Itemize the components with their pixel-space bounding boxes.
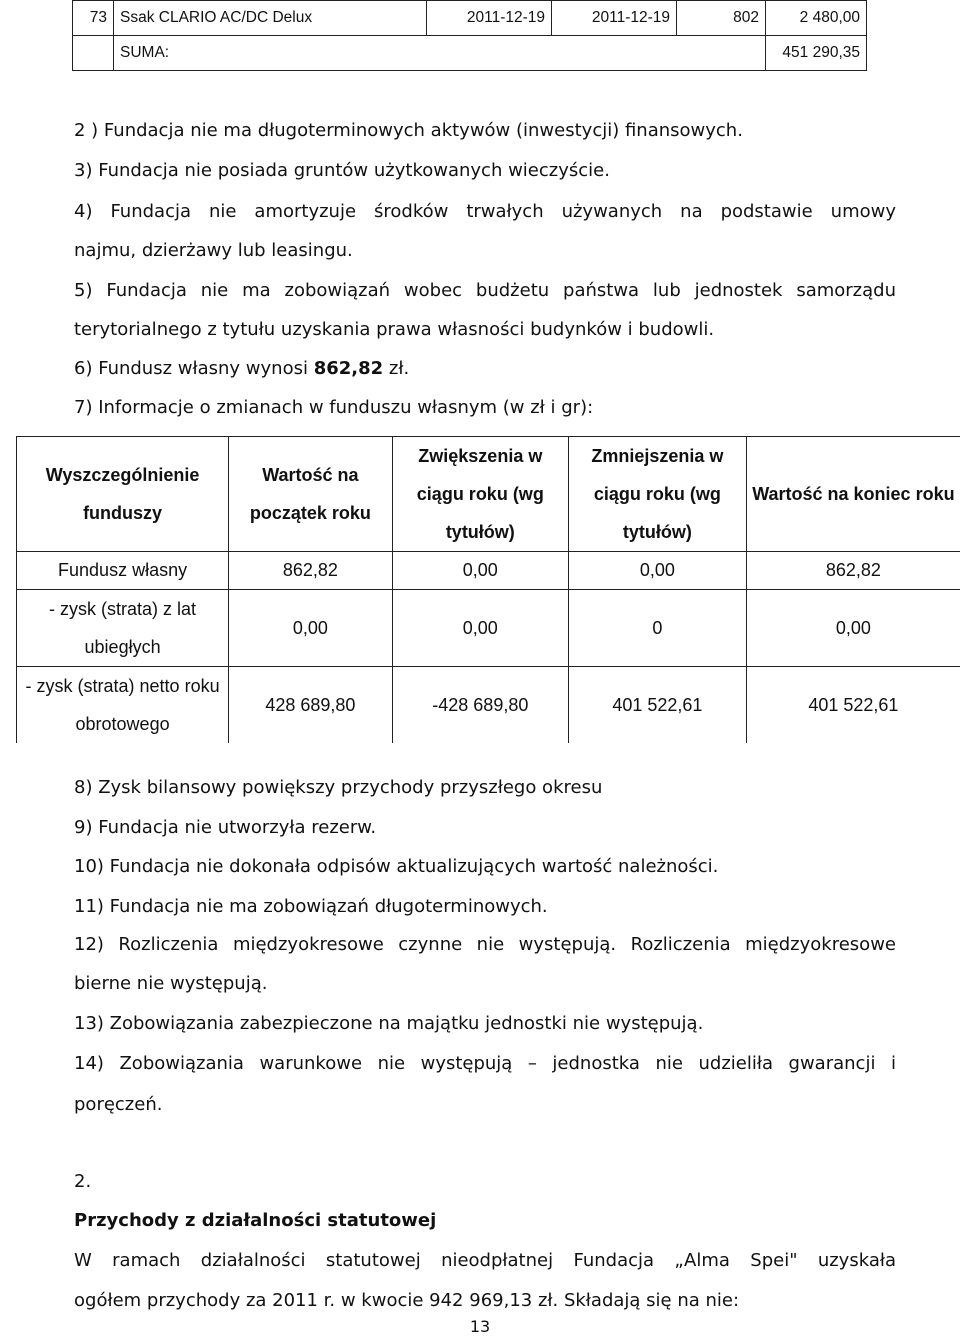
value-cell: 862,82 bbox=[229, 552, 393, 590]
equity-table bbox=[16, 436, 960, 743]
header-cell: Zmniejszenia w ciągu roku (wg tytułów) bbox=[569, 437, 747, 552]
value-cell: -428 689,80 bbox=[392, 667, 568, 744]
header-cell: Zwiększenia w ciągu roku (wg tytułów) bbox=[392, 437, 568, 552]
row-label: - zysk (strata) netto roku obrotowego bbox=[17, 667, 229, 744]
item-12-line2: bierne nie występują. bbox=[74, 973, 268, 994]
value-cell: 862,82 bbox=[746, 552, 960, 590]
value-cell: 2 480,00 bbox=[766, 1, 867, 36]
item-2: 2 ) Fundacja nie ma długoterminowych aktywów (inwestycji) finansowych. bbox=[74, 120, 743, 141]
value-cell: 428 689,80 bbox=[229, 667, 393, 744]
sum-value: 451 290,35 bbox=[766, 36, 867, 71]
item-3: 3) Fundacja nie posiada gruntów użytkowanych wieczyście. bbox=[74, 160, 610, 181]
row-label: - zysk (strata) z lat ubiegłych bbox=[17, 590, 229, 667]
value-cell: 0,00 bbox=[229, 590, 393, 667]
sum-row bbox=[73, 36, 867, 71]
value-cell: 0,00 bbox=[569, 552, 747, 590]
item-12-line1: 12) Rozliczenia międzyokresowe czynne nie występują. Rozliczenia międzyokresowe bbox=[74, 934, 896, 955]
date-cell: 2011-12-19 bbox=[427, 1, 552, 36]
header-row bbox=[17, 437, 960, 552]
table-row bbox=[73, 1, 867, 36]
value-cell: 0,00 bbox=[392, 552, 568, 590]
item-14-line2: poręczeń. bbox=[74, 1094, 163, 1115]
item-4-line2: najmu, dzierżawy lub leasingu. bbox=[74, 240, 353, 261]
item-8: 8) Zysk bilansowy powiększy przychody przyszłego okresu bbox=[74, 777, 603, 798]
header-cell: Wyszczególnienie funduszy bbox=[17, 437, 229, 552]
item-14-line1: 14) Zobowiązania warunkowe nie występują – jednostka nie udzieliła gwarancji i bbox=[74, 1053, 896, 1074]
item-10: 10) Fundacja nie dokonała odpisów aktualizujących wartość należności. bbox=[74, 856, 719, 877]
date-cell: 2011-12-19 bbox=[552, 1, 677, 36]
value-cell: 401 522,61 bbox=[746, 667, 960, 744]
value-cell: 0,00 bbox=[392, 590, 568, 667]
table-row bbox=[17, 552, 960, 590]
value-cell: 401 522,61 bbox=[569, 667, 747, 744]
section-line1: W ramach działalności statutowej nieodpłatnej Fundacja „Alma Spei" uzyskała bbox=[74, 1250, 896, 1271]
item-name: Ssak CLARIO AC/DC Delux bbox=[114, 1, 427, 36]
page-number: 13 bbox=[469, 1317, 491, 1336]
item-6-prefix: 6) Fundusz własny wynosi bbox=[74, 358, 314, 379]
row-number: 73 bbox=[73, 1, 114, 36]
header-cell: Wartość na początek roku bbox=[229, 437, 393, 552]
item-6-suffix: zł. bbox=[383, 358, 410, 379]
header-cell: Wartość na koniec roku bbox=[746, 437, 960, 552]
item-6 bbox=[74, 358, 896, 379]
item-4-line1: 4) Fundacja nie amortyzuje środków trwałych używanych na podstawie umowy bbox=[74, 201, 896, 222]
table-row bbox=[17, 590, 960, 667]
qty-cell: 802 bbox=[677, 1, 766, 36]
value-cell: 0 bbox=[569, 590, 747, 667]
table-row bbox=[17, 667, 960, 744]
item-5-line1: 5) Fundacja nie ma zobowiązań wobec budżetu państwa lub jednostek samorządu bbox=[74, 280, 896, 301]
row-label: Fundusz własny bbox=[17, 552, 229, 590]
section-number: 2. bbox=[74, 1171, 92, 1192]
empty-cell bbox=[73, 36, 114, 71]
item-13: 13) Zobowiązania zabezpieczone na majątku jednostki nie występują. bbox=[74, 1013, 704, 1034]
item-7: 7) Informacje o zmianach w funduszu własnym (w zł i gr): bbox=[74, 397, 594, 418]
item-9: 9) Fundacja nie utworzyła rezerw. bbox=[74, 817, 377, 838]
section-heading: Przychody z działalności statutowej bbox=[74, 1210, 437, 1231]
sum-label: SUMA: bbox=[114, 36, 766, 71]
item-11: 11) Fundacja nie ma zobowiązań długoterminowych. bbox=[74, 896, 548, 917]
value-cell: 0,00 bbox=[746, 590, 960, 667]
item-5-line2: terytorialnego z tytułu uzyskania prawa własności budynków i budowli. bbox=[74, 319, 715, 340]
inventory-table bbox=[72, 0, 867, 71]
equity-value: 862,82 bbox=[313, 358, 384, 379]
section-line2: ogółem przychody za 2011 r. w kwocie 942 969,13 zł. Składają się na nie: bbox=[74, 1290, 740, 1311]
